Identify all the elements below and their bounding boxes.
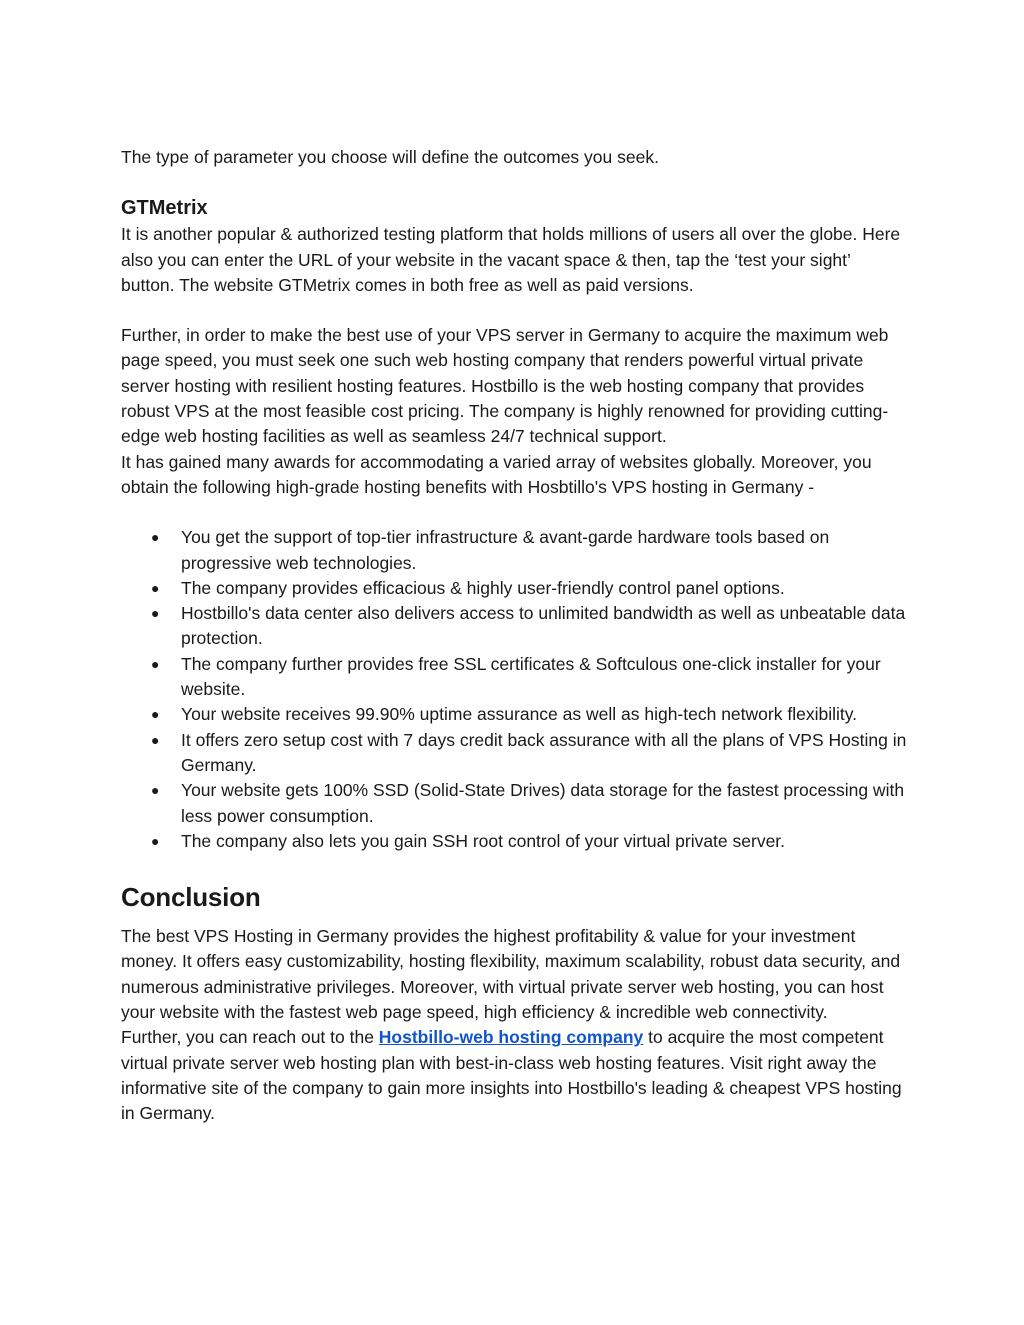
list-item-text: You get the support of top-tier infrastructure & avant-garde hardware tools based on progressive web technologies. [181, 527, 830, 573]
list-item [121, 728, 907, 779]
hostbillo-company-link[interactable]: Hostbillo-web hosting company [378, 1027, 644, 1048]
conclusion-text-after-link: to acquire the most competent virtual private server web hosting plan with best-in-class web hosting features. Visit right away the informative site of the company to gain more insights into Hostbillo's leading & cheapest VPS hosting in Germany. [121, 1027, 902, 1124]
gtmetrix-heading: GTMetrix [121, 197, 208, 220]
list-item-text: Hostbillo's data center also delivers access to unlimited bandwidth as well as unbeatable data protection. [181, 603, 906, 649]
document-page [121, 145, 907, 1127]
conclusion-paragraph-2 [121, 1025, 907, 1126]
bullet-icon: ● [151, 605, 160, 622]
list-item [121, 525, 907, 576]
intro-paragraph: The type of parameter you choose will define the outcomes you seek. [121, 147, 659, 167]
list-item [121, 576, 907, 601]
further-paragraph-1: Further, in order to make the best use of your VPS server in Germany to acquire the maximum web page speed, you must seek one such web hosting company that renders powerful virtual private server hosting with resilient hosting features. Hostbillo is the web hosting company that provides robust VPS at the most feasible cost pricing. The company is highly renowned for providing cutting-edge web hosting facilities as well as seamless 24/7 technical support. [121, 325, 889, 447]
benefits-list [121, 525, 907, 854]
bullet-icon: ● [151, 782, 160, 799]
gtmetrix-paragraph: It is another popular & authorized testing platform that holds millions of users all over the globe. Here also you can enter the URL of your website in the vacant space & then, tap the ‘test your sight’ button. The website GTMetrix comes in both free as well as paid versions. [121, 224, 901, 295]
list-item-text: Your website receives 99.90% uptime assurance as well as high-tech network flexibility. [181, 704, 858, 725]
list-item [121, 829, 907, 854]
conclusion-heading: Conclusion [121, 882, 261, 913]
bullet-icon: ● [151, 579, 160, 596]
list-item [121, 652, 907, 703]
list-item-text: It offers zero setup cost with 7 days credit back assurance with all the plans of VPS Hosting in Germany. [181, 729, 907, 775]
conclusion-paragraph-1: The best VPS Hosting in Germany provides the highest profitability & value for your investment money. It offers easy customizability, hosting flexibility, maximum scalability, robust data security, and numerous administrative privileges. Moreover, with virtual private server web hosting, you can host your website with the fastest web page speed, high efficiency & incredible web connectivity. [121, 926, 901, 1023]
list-item [121, 778, 907, 829]
conclusion-text-before-link: Further, you can reach out to the [121, 1027, 379, 1048]
list-item-text: The company also lets you gain SSH root control of your virtual private server. [181, 830, 786, 851]
list-item-text: Your website gets 100% SSD (Solid-State Drives) data storage for the fastest processing with less power consumption. [181, 780, 905, 826]
list-item [121, 702, 907, 727]
bullet-icon: ● [151, 731, 160, 748]
list-item-text: The company further provides free SSL certificates & Softculous one-click installer for your website. [181, 653, 881, 700]
bullet-icon: ● [151, 706, 160, 723]
further-paragraph-2: It has gained many awards for accommodating a varied array of websites globally. Moreover, you obtain the following high-grade hosting benefits with Hosbtillo's VPS hosting in Germany - [121, 451, 872, 497]
bullet-icon: ● [151, 529, 160, 546]
list-item-text: The company provides efficacious & highly user-friendly control panel options. [181, 577, 785, 598]
list-item [121, 601, 907, 652]
bullet-icon: ● [151, 655, 160, 672]
bullet-icon: ● [151, 832, 160, 849]
